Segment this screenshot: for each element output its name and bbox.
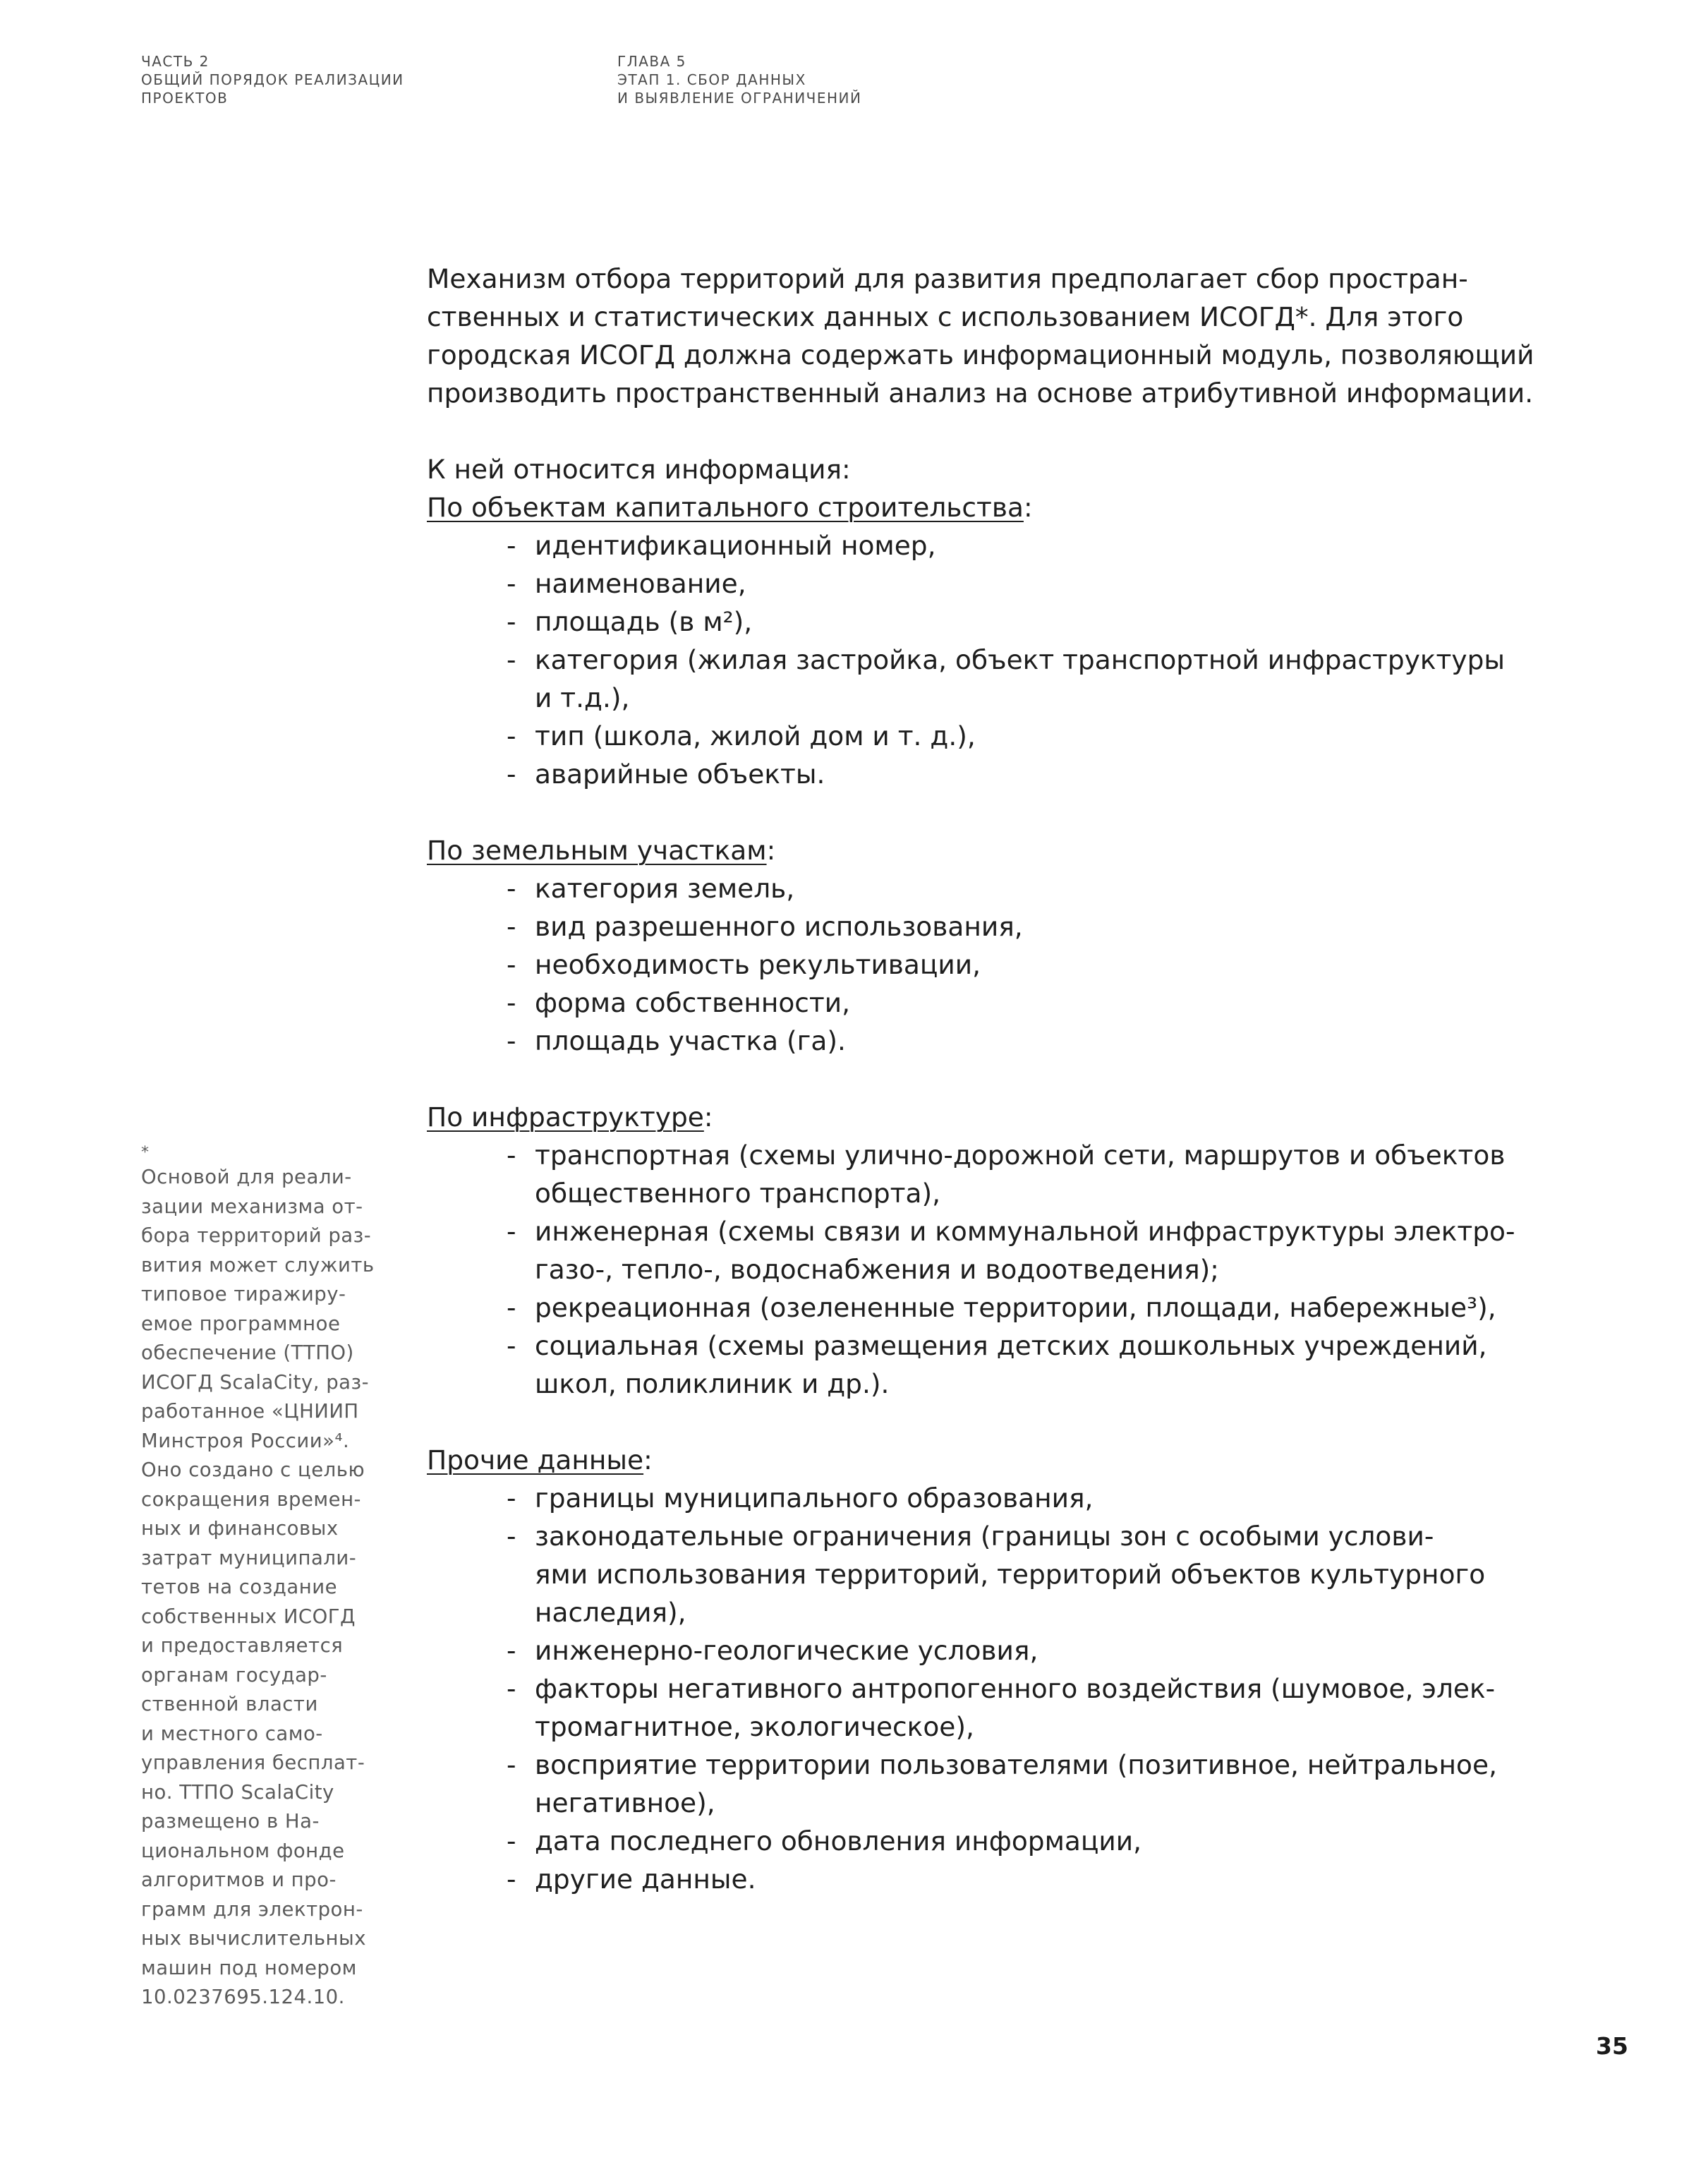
section-title: По земельным участкам: (427, 835, 776, 866)
list-item (507, 565, 1556, 603)
list-item-line: - транспортная (схемы улично-дорожной сети, маршрутов и объектов (535, 1140, 1506, 1171)
footnote-marker: * (141, 1144, 150, 1161)
sidenote-line: собственных ИСОГД (141, 1605, 356, 1628)
list-item-line: - категория земель, (535, 873, 795, 904)
section-title-text: Прочие данные (427, 1444, 644, 1475)
running-head-line: ЧАСТЬ 2 (141, 53, 210, 70)
list-item-line: - законодательные ограничения (границы зон с особыми услови- (535, 1521, 1434, 1552)
section-list (507, 1136, 1556, 1403)
sidenote-line: и предоставляется (141, 1634, 344, 1657)
list-item (507, 1212, 1556, 1288)
sidenote-line: зации механизма от- (141, 1195, 363, 1218)
list-item-line: - границы муниципального образования, (535, 1483, 1094, 1514)
sidenote-line: ных вычислительных (141, 1927, 367, 1950)
main-text (427, 260, 1556, 1898)
section-title-text: По объектам капитального строительства (427, 492, 1024, 523)
sidenote-line: работанное «ЦНИИП (141, 1400, 359, 1423)
section-title: По объектам капитального строительства: (427, 492, 1033, 523)
intro-line: городская ИСОГД должна содержать информационный модуль, позволяющий (427, 339, 1534, 370)
list-item-line: тромагнитное, экологическое), (535, 1711, 974, 1742)
sidenote-line: Основой для реали- (141, 1166, 352, 1188)
list-item (507, 1822, 1556, 1860)
list-item (507, 1022, 1556, 1060)
list-item-line: - инженерно-геологические условия, (535, 1635, 1038, 1666)
list-item-line: негативное), (535, 1787, 715, 1818)
section (427, 1098, 1556, 1403)
running-head-line: И ВЫЯВЛЕНИЕ ОГРАНИЧЕНИЙ (617, 90, 862, 107)
sidenote-line: Минстроя России»⁴. (141, 1429, 350, 1452)
sidenote-line: управления бесплат- (141, 1751, 365, 1774)
sidenote-line: машин под номером (141, 1956, 357, 1979)
list-item (507, 755, 1556, 793)
list-item-line: - дата последнего обновления информации, (535, 1825, 1142, 1857)
section-title-text: По земельным участкам (427, 835, 767, 866)
list-item-line: общественного транспорта), (535, 1178, 941, 1209)
section-title: По инфраструктуре: (427, 1101, 713, 1133)
lead-in: К ней относится информация: (427, 454, 851, 485)
list-item-line: - восприятие территории пользователями (позитивное, нейтральное, (535, 1749, 1497, 1780)
list-item-line: газо-, тепло-, водоснабжения и водоотведения); (535, 1254, 1219, 1285)
section (427, 488, 1556, 793)
list-item-line: - рекреационная (озелененные территории, площади, набережные³), (535, 1292, 1496, 1323)
running-head-line: ПРОЕКТОВ (141, 90, 229, 107)
list-item (507, 1479, 1556, 1517)
list-item-line: - факторы негативного антропогенного воздействия (шумовое, элек- (535, 1673, 1496, 1704)
list-item-line: - идентификационный номер, (535, 530, 936, 561)
list-item-line: - тип (школа, жилой дом и т. д.), (535, 720, 976, 751)
sidenote-line: но. ТТПО ScalaCity (141, 1780, 334, 1804)
sidenote-line: алгоритмов и про- (141, 1869, 337, 1891)
sidenote-line: емое программное (141, 1312, 341, 1335)
list-item-line: ями использования территорий, территорий объектов культурного (535, 1559, 1486, 1590)
sidenote-line: Оно создано с целью (141, 1459, 365, 1481)
list-item-line: - категория (жилая застройка, объект транспортной инфраструктуры (535, 644, 1505, 675)
sidenote (141, 1143, 395, 2012)
section-list (507, 526, 1556, 793)
list-item (507, 1327, 1556, 1403)
sidenote-line: затрат муниципали- (141, 1546, 357, 1569)
list-item-line: - необходимость рекультивации, (535, 949, 981, 980)
sidenote-line: органам государ- (141, 1663, 327, 1686)
running-head-line: ЭТАП 1. СБОР ДАННЫХ (617, 71, 806, 88)
list-item-line: - площадь участка (га). (535, 1025, 846, 1056)
list-item-line: - форма собственности, (535, 987, 851, 1018)
sections (427, 488, 1556, 1898)
sidenote-line: обеспечение (ТТПО) (141, 1341, 354, 1364)
list-item (507, 1631, 1556, 1670)
sidenote-line: бора территорий раз- (141, 1224, 372, 1247)
section-title: Прочие данные: (427, 1444, 653, 1475)
sidenote-line: тетов на создание (141, 1576, 338, 1598)
list-item-line: - социальная (схемы размещения детских дошкольных учреждений, (535, 1330, 1487, 1361)
list-item (507, 1517, 1556, 1631)
list-item-line: - площадь (в м²), (535, 606, 753, 637)
list-item (507, 1670, 1556, 1746)
sidenote-line: ных и финансовых (141, 1517, 339, 1540)
sidenote-line: циональном фонде (141, 1839, 345, 1862)
list-item-line: наследия), (535, 1597, 686, 1628)
list-item (507, 946, 1556, 984)
list-item-line: школ, поликлиник и др.). (535, 1368, 890, 1399)
list-item (507, 869, 1556, 907)
list-item (507, 1288, 1556, 1327)
section-title-text: По инфраструктуре (427, 1101, 704, 1133)
running-head-line: ГЛАВА 5 (617, 53, 686, 70)
intro-paragraph (427, 260, 1556, 412)
sidenote-line: и местного само- (141, 1722, 323, 1745)
list-item-line: - другие данные. (535, 1864, 756, 1895)
section-list (507, 1479, 1556, 1898)
list-item-line: - наименование, (535, 568, 746, 599)
list-item (507, 1746, 1556, 1822)
sidenote-line: вития может служить (141, 1253, 375, 1276)
sidenote-line: 10.0237695.124.10. (141, 1986, 345, 2008)
list-item-line: - аварийные объекты. (535, 759, 825, 790)
list-item-line: - вид разрешенного использования, (535, 911, 1023, 942)
intro-line: производить пространственный анализ на основе атрибутивной информации. (427, 378, 1534, 409)
list-item-line: и т.д.), (535, 682, 630, 713)
sidenote-text (141, 1163, 395, 2012)
list-item (507, 526, 1556, 565)
list-item-line: - инженерная (схемы связи и коммунальной инфраструктуры электро- (535, 1216, 1515, 1247)
page-number: 35 (1596, 2032, 1628, 2060)
list-item (507, 1860, 1556, 1898)
sidenote-line: размещено в На- (141, 1810, 320, 1833)
section (427, 831, 1556, 1060)
list-item (507, 603, 1556, 641)
section-list (507, 869, 1556, 1060)
list-item (507, 641, 1556, 717)
sidenote-line: типовое тиражиру- (141, 1283, 346, 1305)
sidenote-line: ИСОГД ScalaCity, раз- (141, 1370, 370, 1394)
running-head-part (141, 52, 404, 107)
list-item (507, 984, 1556, 1022)
intro-line: Механизм отбора территорий для развития предполагает сбор простран- (427, 263, 1468, 294)
section (427, 1441, 1556, 1898)
list-item (507, 1136, 1556, 1212)
list-item (507, 907, 1556, 946)
running-head-chapter (617, 52, 861, 107)
list-item (507, 717, 1556, 755)
sidenote-line: грамм для электрон- (141, 1897, 363, 1921)
sidenote-line: сокращения времен- (141, 1487, 361, 1511)
sidenote-line: ственной власти (141, 1693, 318, 1715)
intro-line: ственных и статистических данных с использованием ИСОГД*. Для этого (427, 301, 1464, 332)
running-head-line: ОБЩИЙ ПОРЯДОК РЕАЛИЗАЦИИ (141, 71, 404, 88)
